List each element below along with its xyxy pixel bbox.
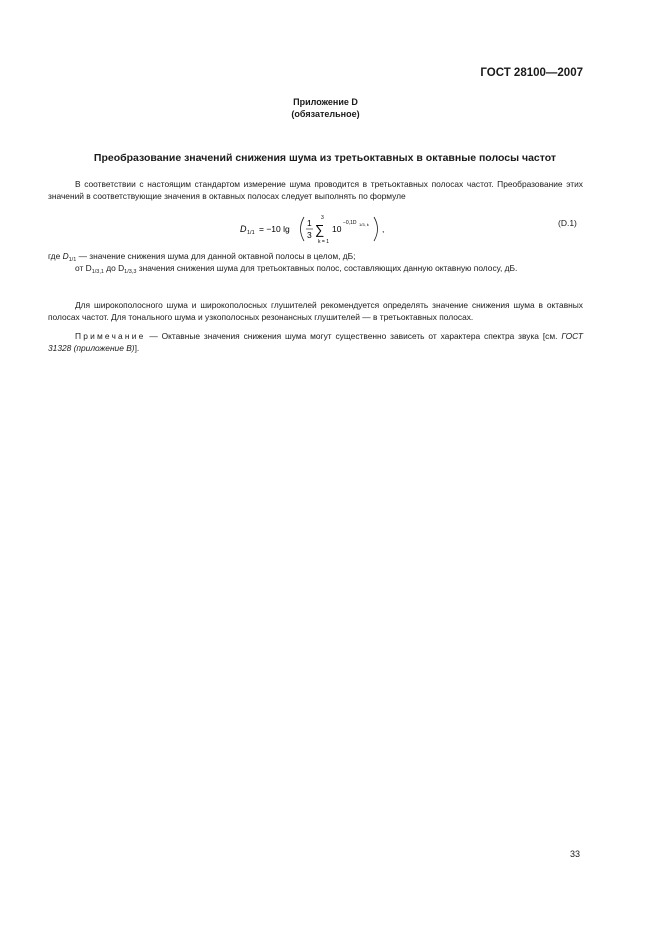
from-sub-2: 1/3,3 <box>124 269 137 275</box>
where-prefix: где <box>48 251 63 261</box>
formula-equals: = −10 lg <box>259 224 290 234</box>
sum-lower-limit: k = 1 <box>318 239 329 245</box>
note <box>48 330 583 354</box>
formula-exponent-sub: 1/3, k <box>359 222 369 227</box>
formula-comma: , <box>382 224 385 234</box>
where-symbol: D <box>62 251 69 261</box>
section-title <box>0 152 661 164</box>
formula-d1 <box>240 211 400 247</box>
note-text: — Октавные значения снижения шума могут существенно зависеть от характера спектра звука [см. <box>145 331 562 341</box>
paragraph-broadband: Для широкополосного шума и широкополосных глушителей рекомендуется определять значение снижения шума в октавных полосах частот. Для тонального шума и узкополосных резонансных глушителей — в третьоктавных полосах. <box>48 300 583 323</box>
section-title-text: Преобразование значений снижения шума из третьоктавных в октавные полосы частот <box>93 152 557 164</box>
fraction-denominator: 3 <box>307 230 312 240</box>
where-symbol-sub: 1/1 <box>68 257 77 263</box>
fraction-numerator: 1 <box>307 218 312 228</box>
note-end: ]. <box>134 343 140 354</box>
annex-heading <box>0 96 661 120</box>
where-text: — значение снижения шума для данной октавной полосы в целом, дБ; <box>76 251 356 261</box>
formula-lhs-sub: 1/1 <box>247 230 255 236</box>
where-clause-from <box>48 262 583 278</box>
standard-header: ГОСТ 28100—2007 <box>480 67 583 79</box>
page-number: 33 <box>570 849 581 859</box>
from-mid: до D <box>103 263 125 273</box>
equation-number: (D.1) <box>558 218 577 228</box>
left-paren <box>301 217 305 241</box>
from-sub-1: 1/3,1 <box>91 269 104 275</box>
from-prefix: от D <box>75 263 92 273</box>
annex-title: Приложение D <box>293 97 358 107</box>
right-paren <box>374 217 378 241</box>
formula-base: 10 <box>332 224 342 234</box>
annex-status: (обязательное) <box>291 109 360 119</box>
note-reference: ГОСТ 31328 (приложение В) <box>48 331 583 354</box>
sum-symbol: ∑ <box>315 222 325 237</box>
formula-lhs: D <box>240 224 247 234</box>
from-text: значения снижения шума для третьоктавных полос, составляющих данную октавную полосу, дБ. <box>136 263 518 273</box>
sum-upper-limit: 3 <box>321 215 324 221</box>
formula-exponent: −0,1D <box>343 220 357 226</box>
paragraph-intro: В соответствии с настоящим стандартом измерение шума проводится в третьоктавных полосах частот. Преобразование этих значений в соответствующие значения в октавных полосах следует выполнять по формуле <box>48 179 583 202</box>
note-label: Примечание <box>75 331 146 341</box>
